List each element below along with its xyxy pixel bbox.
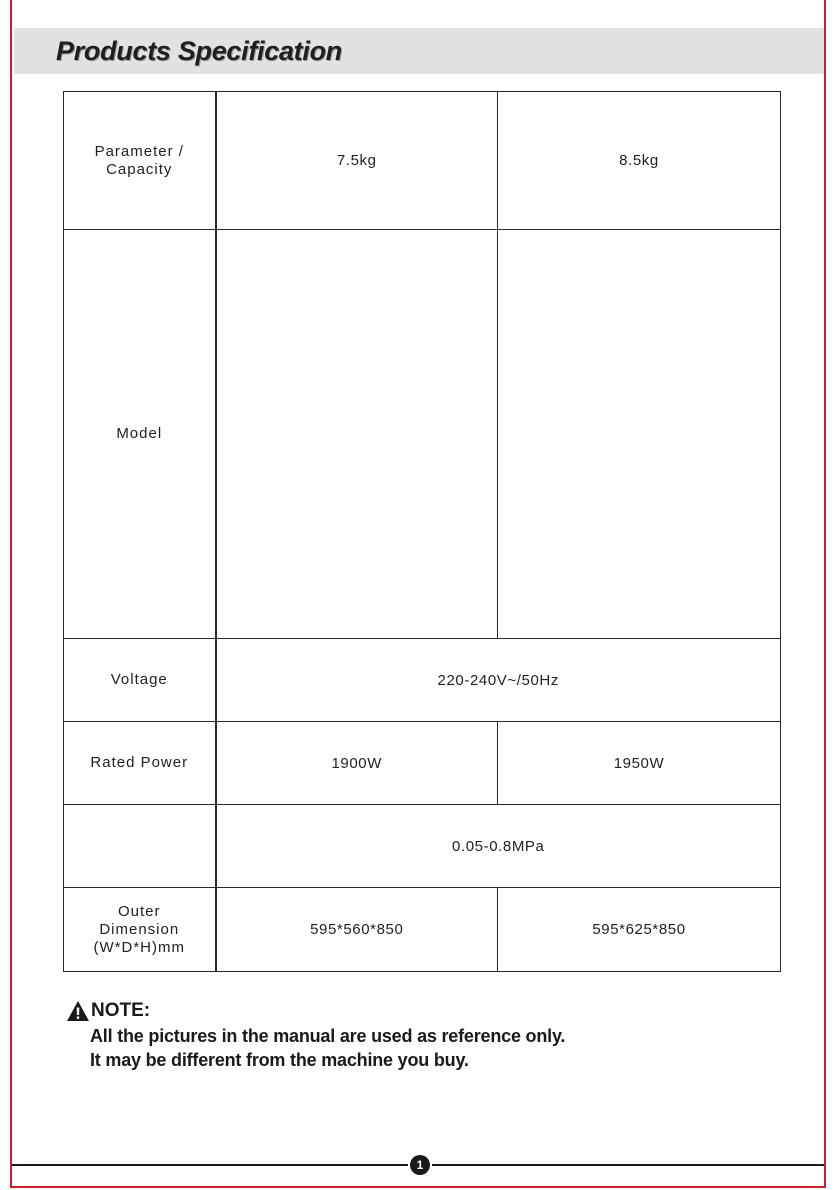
- note-heading-text: NOTE:: [91, 1000, 151, 1021]
- water-pressure-value: 0.05-0.8MPa: [216, 805, 781, 888]
- row-label-model: [64, 230, 216, 639]
- warning-icon: [66, 1000, 90, 1022]
- table-row-model: [64, 230, 781, 639]
- row-label-capacity: [64, 92, 216, 230]
- rated-power-value-2: 1950W: [498, 722, 781, 805]
- table-row-outer-dimension: [64, 888, 781, 972]
- outer-dimension-value-2: 595*625*850: [498, 888, 781, 972]
- row-label-rated-power-text: Rated Power: [90, 754, 189, 771]
- row-label-outer-dimension: [64, 888, 216, 972]
- table-row-voltage: [64, 639, 781, 722]
- capacity-value-1: 7.5kg: [216, 92, 498, 230]
- row-label-outer-dimension-text: Outer Dimension (W*D*H)mm: [93, 902, 185, 956]
- rated-power-value-1: 1900W: [216, 722, 498, 805]
- spec-table: [63, 91, 781, 972]
- row-label-rated-power: [64, 722, 216, 805]
- table-row-capacity: [64, 92, 781, 230]
- row-label-capacity-text: Parameter / Capacity: [94, 142, 184, 178]
- note-heading: [66, 998, 766, 1024]
- row-label-model-text: Model: [116, 425, 163, 442]
- note-block: [66, 998, 766, 1072]
- header-band: [14, 28, 824, 74]
- row-label-voltage-text: Voltage: [110, 671, 168, 688]
- row-label-voltage: [64, 639, 216, 722]
- table-row-water-pressure: [64, 805, 781, 888]
- footer-rule-right: [432, 1164, 824, 1166]
- model-value-2: [498, 230, 781, 639]
- table-row-rated-power: [64, 722, 781, 805]
- page-title: Products Specification: [56, 36, 342, 66]
- outer-dimension-value-1: 595*560*850: [216, 888, 498, 972]
- row-label-water-pressure: [64, 805, 216, 888]
- page-number: 1: [410, 1155, 430, 1175]
- voltage-value: 220-240V~/50Hz: [216, 639, 781, 722]
- capacity-value-2: 8.5kg: [498, 92, 781, 230]
- note-line-1: All the pictures in the manual are used as reference only.: [90, 1026, 566, 1046]
- model-value-1: [216, 230, 498, 639]
- footer-rule-left: [12, 1164, 408, 1166]
- note-line-2: It may be different from the machine you buy.: [90, 1050, 469, 1070]
